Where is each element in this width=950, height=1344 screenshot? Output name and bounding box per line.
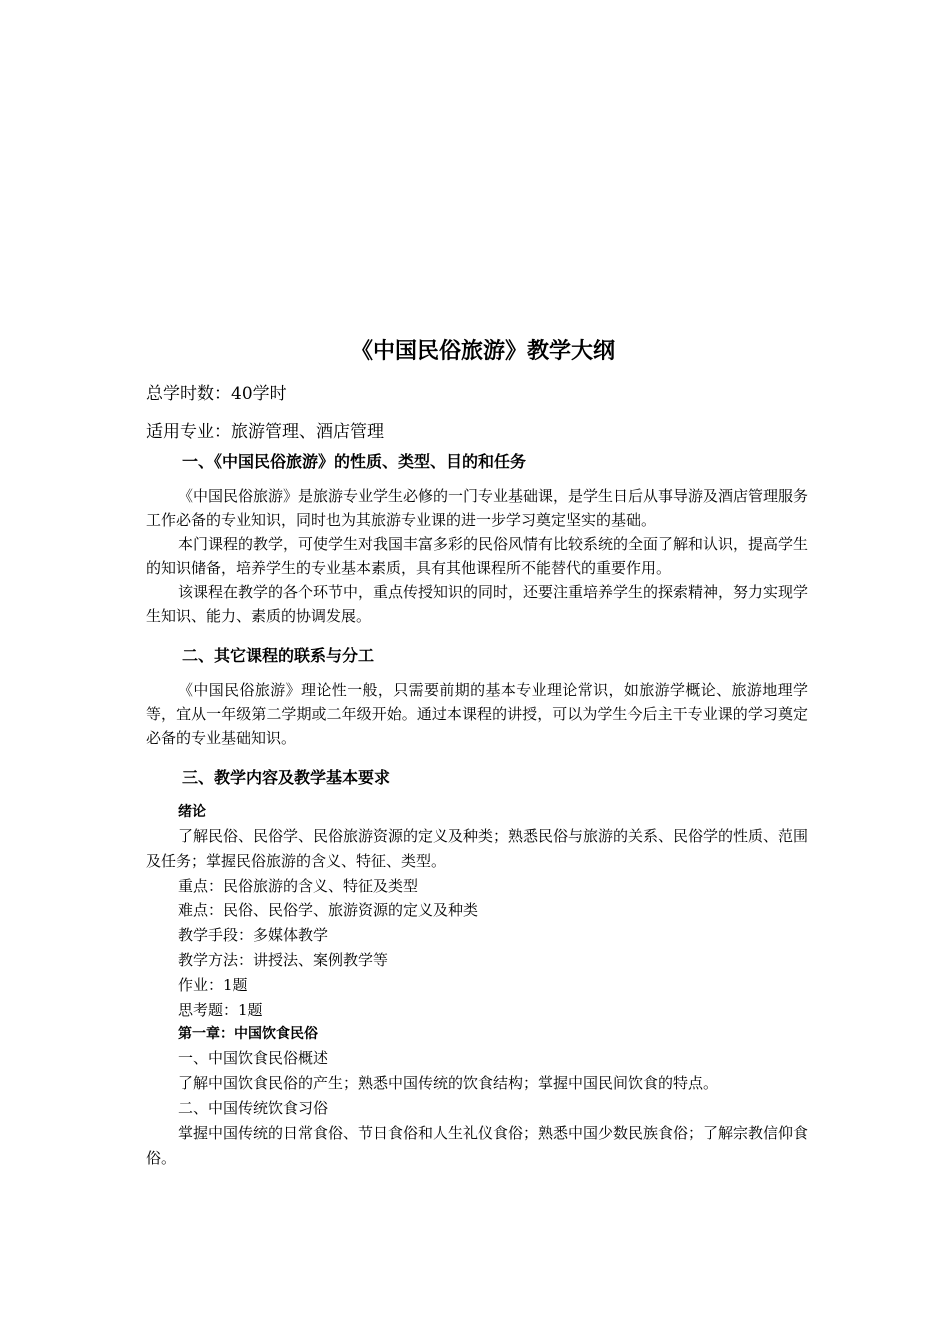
section-1-paragraph: 本门课程的教学，可使学生对我国丰富多彩的民俗风情有比较系统的全面了解和认识，提高学生的知识储备，培养学生的专业基本素质，具有其他课程所不能替代的重要作用。: [146, 535, 809, 577]
document-page: [146, 332, 808, 1170]
intro-title: 绪论: [178, 804, 206, 820]
intro-homework: 作业：1题: [178, 975, 248, 994]
applicable-majors: 适用专业：旅游管理、酒店管理: [146, 422, 384, 442]
intro-description: 了解民俗、民俗学、民俗旅游资源的定义及种类；熟悉民俗与旅游的关系、民俗学的性质、范围及任务；掌握民俗旅游的含义、特征、类型。: [146, 827, 809, 870]
section-2-paragraph: 《中国民俗旅游》理论性一般，只需要前期的基本专业理论常识，如旅游学概论、旅游地理学等，宜从一年级第二学期或二年级开始。通过本课程的讲授，可以为学生今后主干专业课的学习奠定必备的专业基础知识。: [146, 681, 808, 747]
intro-key-points: 重点：民俗旅游的含义、特征及类型: [178, 876, 419, 895]
total-hours: 总学时数：40学时: [146, 384, 287, 404]
section-3-body: [146, 800, 808, 1170]
section-2-heading: 二、其它课程的联系与分工: [182, 646, 375, 665]
intro-teaching-methods: 教学方法：讲授法、案例教学等: [178, 950, 389, 969]
section-1-body: [146, 484, 808, 628]
section-1-paragraph: 该课程在教学的各个环节中，重点传授知识的同时，还要注重培养学生的探索精神，努力实现学生知识、能力、素质的协调发展。: [146, 583, 809, 625]
intro-difficulties: 难点：民俗、民俗学、旅游资源的定义及种类: [178, 901, 479, 920]
intro-teaching-means: 教学手段：多媒体教学: [178, 926, 329, 945]
chapter-1-title: 第一章：中国饮食民俗: [178, 1026, 318, 1043]
section-1-heading: 一、《中国民俗旅游》的性质、类型、目的和任务: [182, 452, 527, 471]
document-title: 《中国民俗旅游》教学大纲: [350, 339, 615, 364]
section-3-heading: 三、教学内容及教学基本要求: [182, 768, 391, 787]
chapter-1-subsection-title: 二、中国传统饮食习俗: [178, 1098, 329, 1117]
chapter-1-subsection-description: 了解中国饮食民俗的产生；熟悉中国传统的饮食结构；掌握中国民间饮食的特点。: [178, 1074, 719, 1093]
intro-questions: 思考题：1题: [178, 1000, 263, 1019]
chapter-1-subsection-title: 一、中国饮食民俗概述: [178, 1049, 329, 1068]
section-1-paragraph: 《中国民俗旅游》是旅游专业学生必修的一门专业基础课，是学生日后从事导游及酒店管理服务工作必备的专业知识，同时也为其旅游专业课的进一步学习奠定坚实的基础。: [146, 487, 809, 529]
section-2-body: [146, 678, 808, 750]
chapter-1-subsection-description: 掌握中国传统的日常食俗、节日食俗和人生礼仪食俗；熟悉中国少数民族食俗；了解宗教信仰食俗。: [146, 1123, 809, 1167]
